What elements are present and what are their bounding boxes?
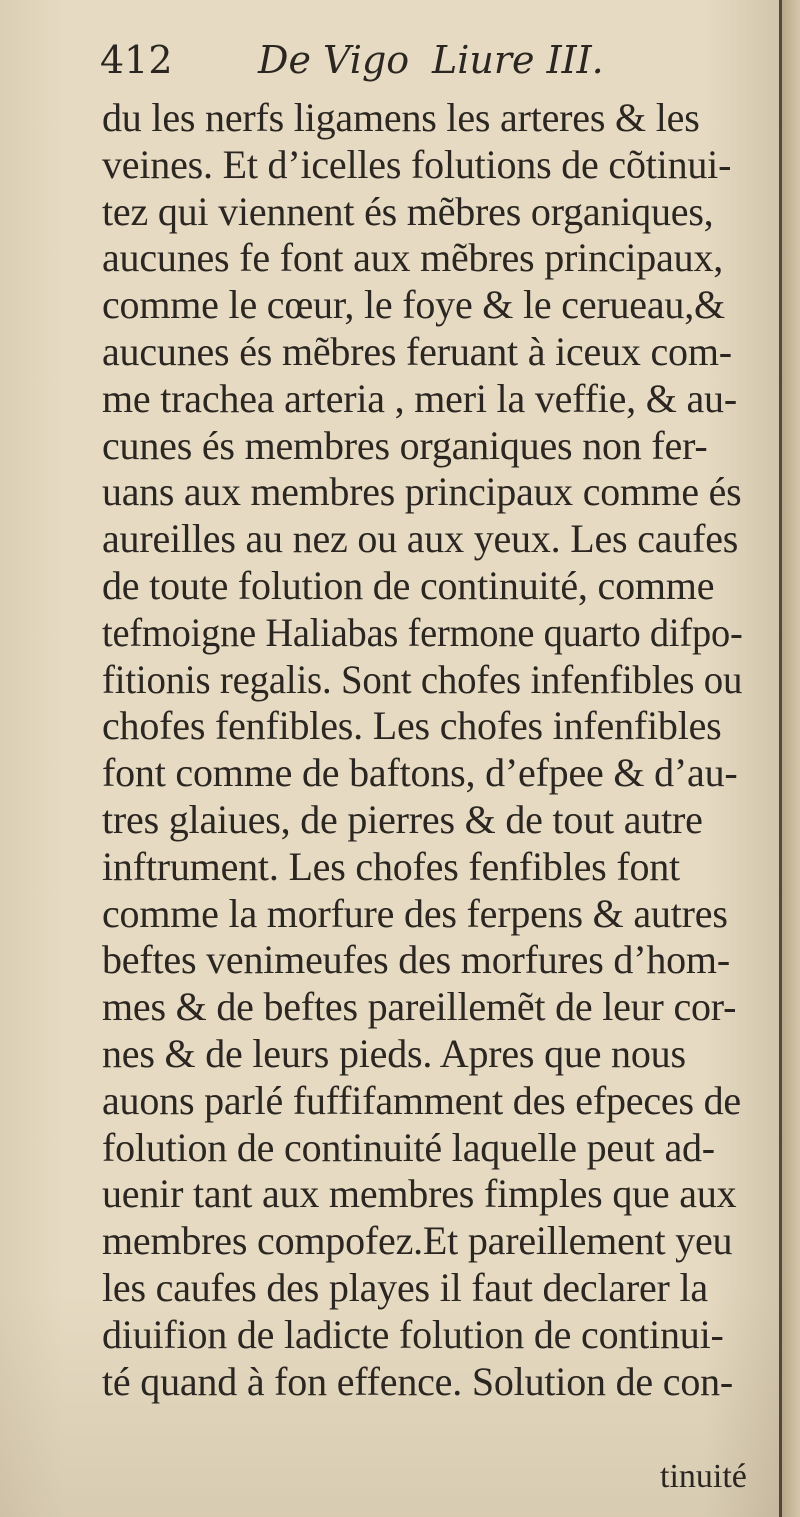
text-line: du les nerfs ligamens les arteres & les <box>102 95 700 140</box>
text-line: cunes és membres organiques non fer- <box>102 422 708 468</box>
body-text <box>102 95 742 1405</box>
running-title-author: De Vigo <box>258 38 410 82</box>
text-line: tefmoigne Haliabas fermone quarto difpo- <box>102 609 743 655</box>
text-line: comme le cœur, le foye & le cerueau,& <box>102 282 725 328</box>
text-line: membres compofez.Et pareillement yeu <box>102 1218 733 1264</box>
text-line: tres glaiues, de pierres & de tout autre <box>102 796 703 842</box>
text-line: mes & de beftes pareillemẽt de leur cor- <box>102 984 737 1030</box>
text-line: aucunes fe font aux mẽbres principaux, <box>102 235 724 281</box>
text-line: aucunes és mẽbres feruant à iceux com- <box>102 328 732 374</box>
text-line: té quand à fon effence. Solution de con- <box>102 1358 734 1404</box>
catchword: tinuité <box>660 1458 747 1495</box>
binding-edge <box>779 0 782 1517</box>
text-line: veines. Et d’icelles folutions de cõtinui- <box>102 141 732 187</box>
running-title-book: Liure III. <box>432 38 604 82</box>
text-line: comme la morfure des ferpens & autres <box>102 890 728 936</box>
text-line: chofes fenfibles. Les chofes infenfibles <box>102 703 722 749</box>
running-header <box>100 38 720 98</box>
text-line: auons parlé fuffifamment des efpeces de <box>102 1077 741 1123</box>
text-line: tez qui viennent és mẽbres organiques, <box>102 188 714 234</box>
text-line: les caufes des playes il faut declarer la <box>102 1264 708 1310</box>
text-line: inftrument. Les chofes fenfibles font <box>102 843 680 889</box>
text-line: uans aux membres principaux comme és <box>102 469 742 515</box>
text-line: me trachea arteria , meri la veffie, & au- <box>102 375 737 421</box>
text-line: nes & de leurs pieds. Apres que nous <box>102 1030 686 1076</box>
page-gutter <box>782 0 800 1517</box>
text-line: aureilles au nez ou aux yeux. Les caufes <box>102 516 739 562</box>
text-line: folution de continuité laquelle peut ad- <box>102 1124 715 1170</box>
text-line: font comme de baftons, d’efpee & d’au- <box>102 750 738 796</box>
text-line: fitionis regalis. Sont chofes infenfibles ou <box>102 656 743 702</box>
text-line: diuifion de ladicte folution de continui- <box>102 1311 724 1357</box>
text-line: beftes venimeufes des morfures d’hom- <box>102 937 730 983</box>
text-line: uenir tant aux membres fimples que aux <box>102 1171 737 1217</box>
page-number: 412 <box>100 38 173 82</box>
text-line: de toute folution de continuité, comme <box>102 562 715 608</box>
